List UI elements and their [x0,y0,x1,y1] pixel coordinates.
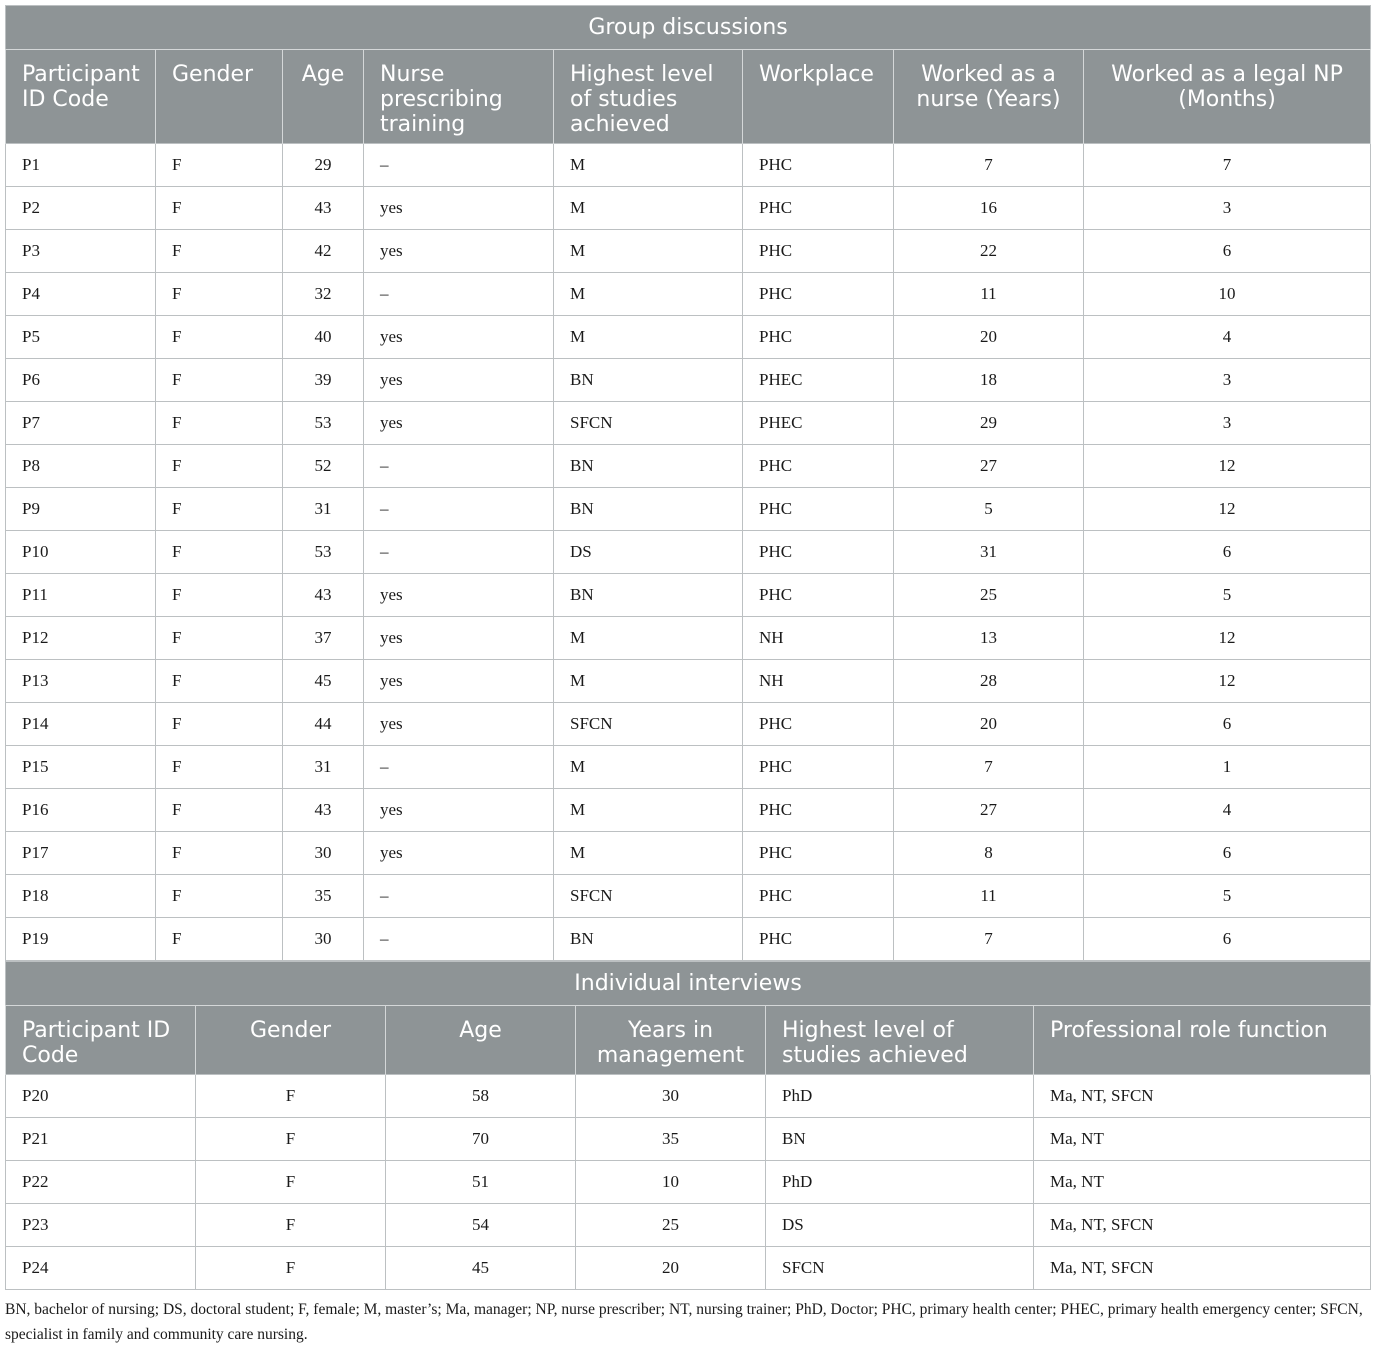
table-cell: 30 [283,918,364,961]
participants-table-container [5,5,1370,1290]
table-cell: 12 [1084,445,1371,488]
individual-interviews-body [6,1075,1371,1290]
table-cell: – [364,875,554,918]
table-cell: BN [554,488,743,531]
table-cell: F [156,230,283,273]
col-nurse-prescribing-training: Nurse prescribing training [364,50,554,144]
table-cell: P4 [6,273,156,316]
col-gender: Gender [196,1006,386,1075]
table-cell: F [156,402,283,445]
table-cell: 37 [283,617,364,660]
table-cell: P8 [6,445,156,488]
table-cell: P24 [6,1247,196,1290]
table-cell: 16 [894,187,1084,230]
table-cell: Ma, NT, SFCN [1034,1247,1371,1290]
table-cell: 7 [894,144,1084,187]
table-cell: M [554,832,743,875]
individual-column-headers [6,1006,1371,1075]
table-cell: 40 [283,316,364,359]
table-cell: SFCN [766,1247,1034,1290]
table-cell: 31 [283,488,364,531]
table-cell: M [554,617,743,660]
table-cell: 5 [1084,574,1371,617]
group-discussions-title: Group discussions [6,6,1371,50]
table-cell: P10 [6,531,156,574]
table-cell: Ma, NT [1034,1118,1371,1161]
table-cell: P9 [6,488,156,531]
table-cell: BN [766,1118,1034,1161]
table-cell: – [364,746,554,789]
table-cell: 53 [283,531,364,574]
col-participant-id: Participant ID Code [6,50,156,144]
table-cell: 6 [1084,230,1371,273]
col-workplace: Workplace [743,50,894,144]
table-cell: PHC [743,918,894,961]
table-cell: BN [554,445,743,488]
table-cell: PHC [743,445,894,488]
table-cell: PhD [766,1075,1034,1118]
table-cell: F [196,1247,386,1290]
table-cell: PHC [743,316,894,359]
table-row [6,402,1371,445]
col-age: Age [283,50,364,144]
individual-interviews-table [5,961,1371,1290]
table-cell: 11 [894,273,1084,316]
table-cell: – [364,918,554,961]
table-cell: 28 [894,660,1084,703]
table-cell: 31 [894,531,1084,574]
table-cell: M [554,789,743,832]
table-cell: F [156,574,283,617]
table-row [6,1247,1371,1290]
col-age: Age [386,1006,576,1075]
table-cell: 4 [1084,316,1371,359]
table-cell: DS [766,1204,1034,1247]
table-cell: 10 [576,1161,766,1204]
table-row [6,316,1371,359]
table-cell: 70 [386,1118,576,1161]
table-cell: P2 [6,187,156,230]
table-cell: P18 [6,875,156,918]
table-cell: 6 [1084,531,1371,574]
table-cell: M [554,746,743,789]
table-cell: 45 [283,660,364,703]
table-cell: yes [364,789,554,832]
table-cell: 29 [894,402,1084,445]
table-cell: PHC [743,746,894,789]
table-cell: yes [364,703,554,746]
table-cell: 3 [1084,359,1371,402]
table-cell: 43 [283,574,364,617]
table-row [6,273,1371,316]
table-cell: P3 [6,230,156,273]
table-row [6,488,1371,531]
table-cell: P21 [6,1118,196,1161]
table-cell: PHC [743,875,894,918]
table-row [6,746,1371,789]
table-cell: 12 [1084,488,1371,531]
individual-interviews-title: Individual interviews [6,962,1371,1006]
table-cell: yes [364,402,554,445]
table-cell: PHC [743,488,894,531]
table-cell: M [554,660,743,703]
table-row [6,832,1371,875]
table-footnote: BN, bachelor of nursing; DS, doctoral student; F, female; M, master’s; Ma, manager; NP, nurse prescriber; NT, nursing trainer; PhD, Doctor; PHC, primary health center; PHEC, primary health emergency center; SFCN, specialist in family and community care nursing. [5,1301,1363,1343]
table-cell: 32 [283,273,364,316]
table-row [6,660,1371,703]
table-row [6,187,1371,230]
table-cell: BN [554,359,743,402]
table-cell: Ma, NT, SFCN [1034,1204,1371,1247]
table-cell: 53 [283,402,364,445]
col-gender: Gender [156,50,283,144]
table-row [6,531,1371,574]
table-cell: 52 [283,445,364,488]
table-cell: M [554,273,743,316]
table-cell: yes [364,316,554,359]
table-row [6,1118,1371,1161]
table-cell: 20 [894,316,1084,359]
table-cell: 42 [283,230,364,273]
table-cell: 20 [894,703,1084,746]
table-cell: PHC [743,144,894,187]
table-cell: 39 [283,359,364,402]
table-cell: SFCN [554,875,743,918]
table-cell: SFCN [554,703,743,746]
table-cell: yes [364,359,554,402]
table-cell: P15 [6,746,156,789]
table-cell: 7 [1084,144,1371,187]
table-cell: Ma, NT [1034,1161,1371,1204]
table-cell: BN [554,918,743,961]
table-cell: 58 [386,1075,576,1118]
table-cell: P1 [6,144,156,187]
table-cell: 25 [894,574,1084,617]
table-cell: P13 [6,660,156,703]
table-cell: – [364,488,554,531]
table-cell: yes [364,617,554,660]
table-cell: 6 [1084,703,1371,746]
table-row [6,359,1371,402]
col-worked-as-np: Worked as a legal NP (Months) [1084,50,1371,144]
table-cell: DS [554,531,743,574]
table-row [6,1204,1371,1247]
table-cell: 29 [283,144,364,187]
table-cell: 1 [1084,746,1371,789]
table-cell: PHC [743,531,894,574]
table-cell: P12 [6,617,156,660]
table-cell: – [364,445,554,488]
table-cell: NH [743,660,894,703]
table-cell: 8 [894,832,1084,875]
table-cell: 12 [1084,617,1371,660]
table-cell: 43 [283,789,364,832]
table-cell: F [156,273,283,316]
table-cell: F [156,187,283,230]
table-cell: P6 [6,359,156,402]
table-cell: 5 [894,488,1084,531]
table-cell: F [156,445,283,488]
table-cell: 31 [283,746,364,789]
col-worked-as-nurse: Worked as a nurse (Years) [894,50,1084,144]
table-cell: P19 [6,918,156,961]
group-discussions-body [6,144,1371,961]
table-cell: 5 [1084,875,1371,918]
table-cell: P7 [6,402,156,445]
table-cell: M [554,144,743,187]
table-cell: 27 [894,445,1084,488]
table-cell: PHC [743,230,894,273]
table-cell: 3 [1084,402,1371,445]
table-cell: PHC [743,832,894,875]
table-cell: M [554,187,743,230]
table-row [6,1075,1371,1118]
table-cell: F [156,531,283,574]
table-cell: 54 [386,1204,576,1247]
table-cell: 6 [1084,918,1371,961]
table-cell: 10 [1084,273,1371,316]
table-row [6,918,1371,961]
table-cell: F [156,617,283,660]
table-cell: 3 [1084,187,1371,230]
group-discussions-table [5,5,1371,961]
table-cell: F [156,832,283,875]
table-cell: 7 [894,746,1084,789]
table-cell: PHEC [743,402,894,445]
table-cell: 7 [894,918,1084,961]
table-cell: M [554,230,743,273]
table-cell: 6 [1084,832,1371,875]
table-cell: P5 [6,316,156,359]
table-cell: F [156,746,283,789]
table-cell: M [554,316,743,359]
table-cell: 18 [894,359,1084,402]
table-cell: P23 [6,1204,196,1247]
col-participant-id: Participant ID Code [6,1006,196,1075]
table-cell: F [156,660,283,703]
table-cell: F [156,789,283,832]
table-cell: 30 [576,1075,766,1118]
table-cell: PHC [743,789,894,832]
table-cell: P16 [6,789,156,832]
table-cell: 11 [894,875,1084,918]
table-row [6,617,1371,660]
table-cell: 27 [894,789,1084,832]
table-row [6,144,1371,187]
table-cell: – [364,273,554,316]
table-cell: F [196,1204,386,1247]
table-cell: 35 [283,875,364,918]
table-cell: F [196,1161,386,1204]
table-cell: 20 [576,1247,766,1290]
group-column-headers [6,50,1371,144]
table-cell: PhD [766,1161,1034,1204]
col-professional-role: Professional role function [1034,1006,1371,1075]
table-cell: – [364,144,554,187]
table-cell: 35 [576,1118,766,1161]
table-cell: P22 [6,1161,196,1204]
table-cell: P20 [6,1075,196,1118]
table-row [6,789,1371,832]
table-cell: PHC [743,273,894,316]
table-cell: 12 [1084,660,1371,703]
table-cell: F [156,316,283,359]
table-row [6,230,1371,273]
table-cell: PHEC [743,359,894,402]
table-row [6,703,1371,746]
table-cell: F [156,488,283,531]
table-cell: P17 [6,832,156,875]
table-cell: F [156,359,283,402]
table-cell: 44 [283,703,364,746]
table-cell: 45 [386,1247,576,1290]
table-cell: 30 [283,832,364,875]
table-cell: PHC [743,574,894,617]
table-cell: Ma, NT, SFCN [1034,1075,1371,1118]
table-cell: NH [743,617,894,660]
table-cell: SFCN [554,402,743,445]
table-cell: BN [554,574,743,617]
table-cell: PHC [743,703,894,746]
table-cell: 22 [894,230,1084,273]
table-cell: yes [364,230,554,273]
table-cell: 13 [894,617,1084,660]
table-row [6,574,1371,617]
col-highest-level-studies: Highest level of studies achieved [766,1006,1034,1075]
table-cell: 4 [1084,789,1371,832]
table-cell: – [364,531,554,574]
table-cell: P11 [6,574,156,617]
table-cell: F [156,703,283,746]
table-row [6,445,1371,488]
table-cell: F [196,1118,386,1161]
table-cell: PHC [743,187,894,230]
table-row [6,1161,1371,1204]
table-cell: yes [364,832,554,875]
table-cell: yes [364,187,554,230]
table-cell: P14 [6,703,156,746]
table-row [6,875,1371,918]
table-cell: F [156,144,283,187]
col-years-in-management: Years in management [576,1006,766,1075]
table-cell: yes [364,660,554,703]
table-cell: F [156,918,283,961]
table-cell: 25 [576,1204,766,1247]
table-cell: 43 [283,187,364,230]
table-cell: F [196,1075,386,1118]
col-highest-level-studies: Highest level of studies achieved [554,50,743,144]
table-cell: yes [364,574,554,617]
table-cell: F [156,875,283,918]
table-cell: 51 [386,1161,576,1204]
